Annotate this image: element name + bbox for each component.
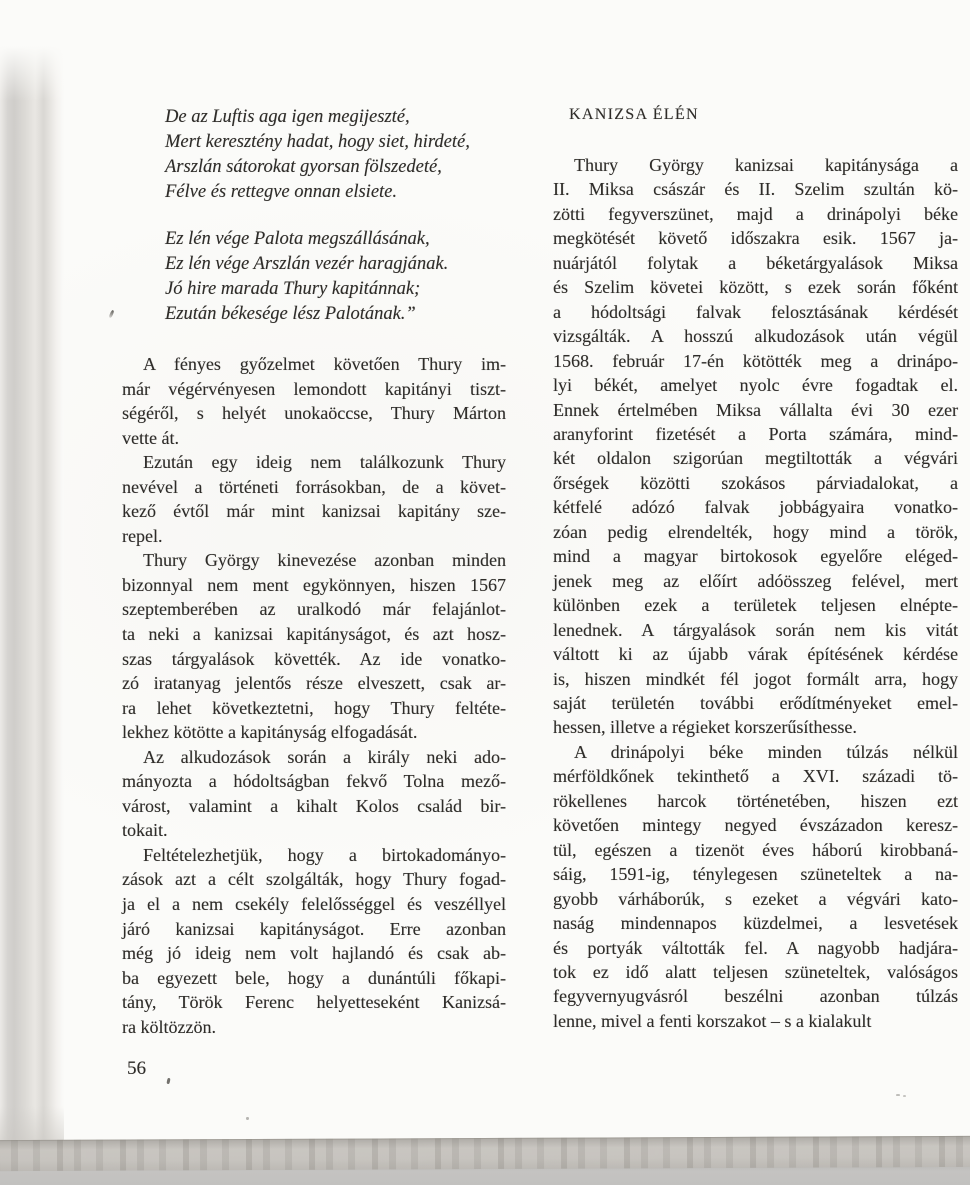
text-line: zó iratanyag jelentős része elveszett, csak ar- [122,673,506,694]
text-line: ra lehet következtetni, hogy Thury feltéte- [122,697,506,718]
text-line: vette át. [122,427,179,448]
text-line: lyi békét, amelyet nyolc évre fogadtak el. [553,375,958,396]
text-line: ta neki a kanizsai kapitányságot, és azt hosz- [122,624,506,645]
text-line: nuárjától folytak a béketárgyalások Miksa [553,252,958,273]
text-line: hessen, illetve a régieket korszerűsíthesse. [553,717,857,738]
stacked-page-edges [0,1136,970,1171]
text-line: nevével a történeti forrásokban, de a követ- [122,476,506,497]
poem-line: De az Luftis aga igen megijeszté, [165,107,410,127]
text-line: követően mintegy negyed évszázadon keresz- [553,815,958,836]
poem-quote [165,105,510,327]
poem-line: Ezután békesége lész Palotának.” [165,304,416,324]
text-line: lenednek. A tárgyalások során nem kis vitát [553,619,958,640]
text-line: és portyák váltották fel. A nagyobb hadjára- [553,937,958,958]
poem-line: Ez lén vége Arszlán vezér haragjának. [165,254,449,274]
text-line: jenek meg az előírt adóösszeg felével, mert [553,570,958,591]
poem-line: Ez lén vége Palota megszállásának, [165,229,430,249]
text-line: rökellenes harcok történetében, hiszen ezt [553,790,958,811]
text-line: zötti fegyverszünet, majd a drinápolyi béke [553,203,958,224]
text-line: szas tárgyalások követték. Az ide vonatko- [122,648,506,669]
text-line: bizonnyal nem ment egykönnyen, hiszen 1567 [122,574,506,595]
left-column-text [122,352,506,1039]
text-line: is, hiszen mindkét fél jogot formált arra, hogy [553,668,958,689]
right-column-text [553,153,958,1033]
text-line: tül, egészen a tizenöt éves háború kirobbaná- [553,839,958,860]
text-line: fegyvernyugvásról beszélni azonban túlzás [553,986,958,1007]
text-line: ba egyezett bele, hogy a dunántúli főkapi- [122,967,506,988]
text-line: ségéről, s helyét unokaöccse, Thury Márton [122,403,506,424]
scan-speck [903,1095,906,1097]
text-line: A fényes győzelmet követően Thury im- [143,354,506,374]
text-line: zások azt a célt szolgálták, hogy Thury fogad- [122,869,506,890]
poem-stanza [165,105,510,205]
text-line: gyobb várháborúk, s ezeket a végvári kato- [553,888,958,909]
text-line: őrségek közötti szokásos párviadalokat, a [553,472,958,493]
scan-speck [246,1117,249,1120]
text-line: kező évtől már mint kanizsai kapitány sze- [122,501,506,522]
text-line: mind a magyar birtokosok egyelőre eléged- [553,546,958,567]
text-line: zóan pedig elrendelték, hogy mind a török, [553,521,958,542]
text-line: megkötését követő időszakra esik. 1567 ja- [553,228,958,249]
book-gutter-shadow [0,46,64,1146]
text-line: mányozta a hódoltságban fekvő Tolna mező- [122,771,506,792]
text-line: már végérvényesen lemondott kapitányi tiszt- [122,378,506,399]
text-line: szeptemberében az uralkodó már felajánlot- [122,599,506,620]
text-line: II. Miksa császár és II. Szelim szultán kö- [553,179,958,200]
text-line: kétfelé adózó falvak jobbágyaira vonatko- [553,497,958,518]
text-line: Ennek értelmében Miksa vállalta évi 30 ezer [553,399,958,420]
poem-line: Félve és rettegve onnan elsiete. [165,182,397,202]
text-line: várost, valamint a kihalt Kolos család bir- [122,795,506,816]
text-line: naság mindennapos küzdelmei, a lesvetések [553,913,958,934]
text-line: ra költözzön. [122,1016,216,1037]
text-line: tokait. [122,820,168,841]
page-number: 56 [127,1058,146,1079]
text-line: 1568. február 17-én kötötték meg a drinápo- [553,350,958,371]
text-line: tok ez idő alatt teljesen szüneteltek, valóságos [553,961,958,982]
text-line: ja el a nem csekély felelősséggel és veszéllyel [122,894,506,915]
text-line: még jó ideig nem volt hajlandó és csak ab- [122,943,506,964]
text-line: saját területén további erődítményeket emel- [553,692,958,713]
section-heading: KANIZSA ÉLÉN [569,106,699,123]
text-line: A drinápolyi béke minden túlzás nélkül [574,741,958,762]
poem-line: Mert keresztény hadat, hogy siet, hirdeté, [165,132,470,152]
text-line: különben ezek a területek teljesen elnépte- [553,595,958,616]
text-line: aranyforint fizetését a Porta számára, mind- [553,423,958,444]
text-line: Thury György kinevezése azonban minden [143,550,506,571]
text-line: két oldalon szigorúan megtiltották a végvári [553,448,958,469]
text-line: és Szelim követei között, s ezek során főként [553,277,958,298]
scan-speck [166,1078,170,1084]
text-line: Az alkudozások során a király neki ado- [143,746,506,767]
text-line: mérföldkőnek tekinthető a XVI. századi tö- [553,766,958,787]
text-line: lenne, mivel a fenti korszakot – s a kialakult [553,1010,872,1031]
poem-line: Arszlán sátorokat gyorsan fölszedeté, [165,157,442,177]
text-line: járó kanizsai kapitányságot. Erre azonban [122,918,506,939]
scan-speck [896,1094,900,1096]
poem-stanza [165,227,510,327]
text-line: tány, Török Ferenc helyetteseként Kanizsá- [122,992,506,1013]
text-line: Feltételezhetjük, hogy a birtokadományo- [143,844,506,865]
text-line: vizsgálták. A hosszú alkudozások után végül [553,326,958,347]
text-line: sáig, 1591-ig, ténylegesen szüneteltek a na- [553,864,958,885]
scan-speck [109,310,115,319]
poem-line: Jó hire marada Thury kapitánnak; [165,279,421,299]
text-line: Ezután egy ideig nem találkozunk Thury [143,452,506,473]
text-line: váltott ki az újabb várak építésének kérdése [553,644,958,665]
text-line: lekhez kötötte a kapitányság elfogadását. [122,722,418,743]
text-line: repel. [122,525,163,546]
text-line: a hódoltsági falvak felosztásának kérdését [553,301,958,322]
text-line: Thury György kanizsai kapitánysága a [574,155,958,175]
